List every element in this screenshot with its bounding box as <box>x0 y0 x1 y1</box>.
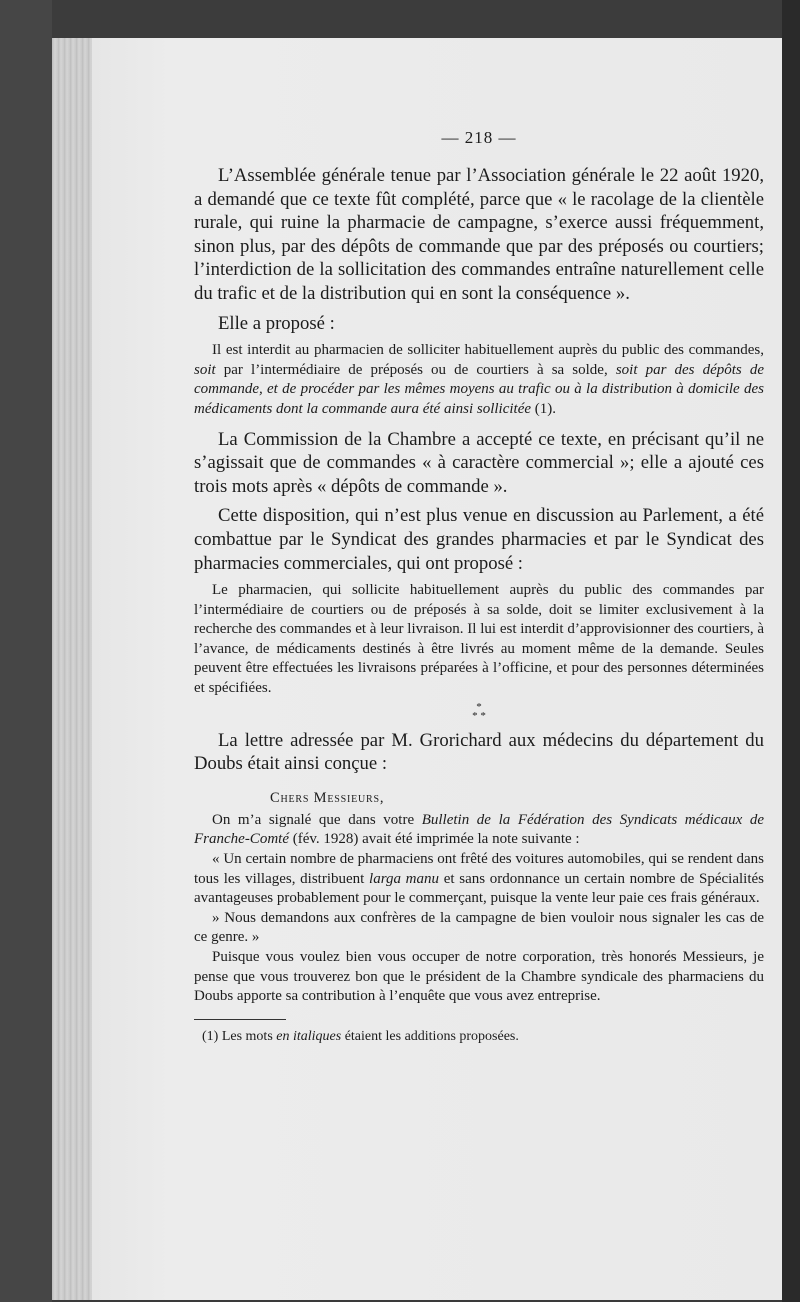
scan-background-right <box>782 0 800 1302</box>
quote-proposal-text-2: par l’intermédiaire de préposés ou de courtiers à sa solde, <box>215 361 616 378</box>
letter-paragraph-2 <box>194 850 764 909</box>
letter-salutation: Chers Messieurs, <box>270 789 385 806</box>
letter-paragraph-4: Puisque vous voulez bien vous occuper de notre corporation, très honorés Messieurs, je pense que vous trouverez bon que le président de la Chambre syndicale des pharmaciens du Doubs apporte sa contribution à l’enquête que vous avez entreprise. <box>194 949 764 1005</box>
page-text <box>194 128 764 1046</box>
quote-proposal-footnote-ref: (1). <box>531 400 557 417</box>
quote-syndicat: Le pharmacien, qui sollicite habituellement auprès du public des commandes par l’intermédiaire de courtiers ou de préposés à sa solde, doit se limiter exclusivement à la recherche des commandes et à leur livraison. Il lui est interdit d’approvisionner des courtiers, à l’avance, de médicaments destinés à être livrés au moment même de la demande. Seules peuvent être effectuées les livraisons préparées à l’officine, et pour des personnes déterminées et spécifiées. <box>194 582 764 697</box>
page-number: — 218 — <box>441 128 517 147</box>
letter-paragraph-3: » Nous demandons aux confrères de la campagne de bien vouloir nous signaler les cas de ce genre. » <box>194 909 764 946</box>
footnote-divider <box>194 1019 286 1020</box>
quote-proposal-text: Il est interdit au pharmacien de solliciter habituellement auprès du public des commandes, <box>212 342 764 359</box>
footnote-italic: en italiques <box>276 1028 342 1044</box>
quote-proposal <box>194 341 764 419</box>
scan-background-top <box>0 0 800 38</box>
paragraph-disposition: Cette disposition, qui n’est plus venue en discussion au Parlement, a été combattue par le Syndicat des grandes pharmacies et par le Syndicat des pharmacies commerciales, qui ont proposé : <box>194 505 764 574</box>
paragraph-lettre: La lettre adressée par M. Grorichard aux médecins du département du Doubs était ainsi conçue : <box>194 729 764 775</box>
letter-text-2: (fév. 1928) avait été imprimée la note suivante : <box>288 831 580 848</box>
footnote-text-2: étaient les additions proposées. <box>341 1028 519 1044</box>
paragraph-assemblee: L’Assemblée générale tenue par l’Association générale le 22 août 1920, a demandé que ce texte fût complété, parce que « le racolage de la clientèle rurale, qui ruine la pharmacie de campagne, s’exerce aussi fréquemment, sinon plus, par des dépôts de commande que par des préposés ou courtiers; l’interdiction de la sollicitation des commandes entraîne naturellement celle du trafic et de la distribution qui en sont la conséquence ». <box>194 165 764 304</box>
quote-proposal-italic-soit: soit <box>194 361 216 378</box>
section-asterism <box>194 700 764 722</box>
paragraph-elle-a-propose: Elle a proposé : <box>218 312 335 334</box>
letter-quote-italic: larga manu <box>369 870 440 887</box>
quote-proposal-italic-addition: soit par des dépôts de commande, et de procéder par les mêmes moyens au trafic ou à la distribution à domicile des médicaments dont la commande aura été ainsi sollicitée <box>194 361 765 417</box>
letter-paragraph-1 <box>194 811 764 850</box>
footnote <box>194 1028 764 1046</box>
paragraph-commission: La Commission de la Chambre a accepté ce texte, en précisant qu’il ne s’agissait que de commandes « à caractère commercial »; elle a ajouté ces trois mots après « dépôts de commande ». <box>194 428 764 497</box>
letter-quote-text: « Un certain nombre de pharmaciens ont frêté des voitures automobiles, qui se rendent dans tous les villages, distribuent <box>194 851 764 887</box>
asterism-top: * <box>476 700 482 713</box>
letter-bulletin-title: Bulletin de la Fédération des Syndicats médicaux de Franche-Comté <box>194 811 764 848</box>
footnote-text: (1) Les mots <box>202 1028 277 1044</box>
scan-background-left <box>0 0 52 1302</box>
page-gutter <box>52 38 92 1300</box>
letter-text: On m’a signalé que dans votre <box>212 811 422 828</box>
asterism-bottom: * * <box>472 709 486 722</box>
letter-quote-text-2: et sans ordonnance un certain nombre de Spécialités avantageuses probablement pour le commerçant, puisque la vente leur paie ces frais généraux. <box>194 870 764 907</box>
